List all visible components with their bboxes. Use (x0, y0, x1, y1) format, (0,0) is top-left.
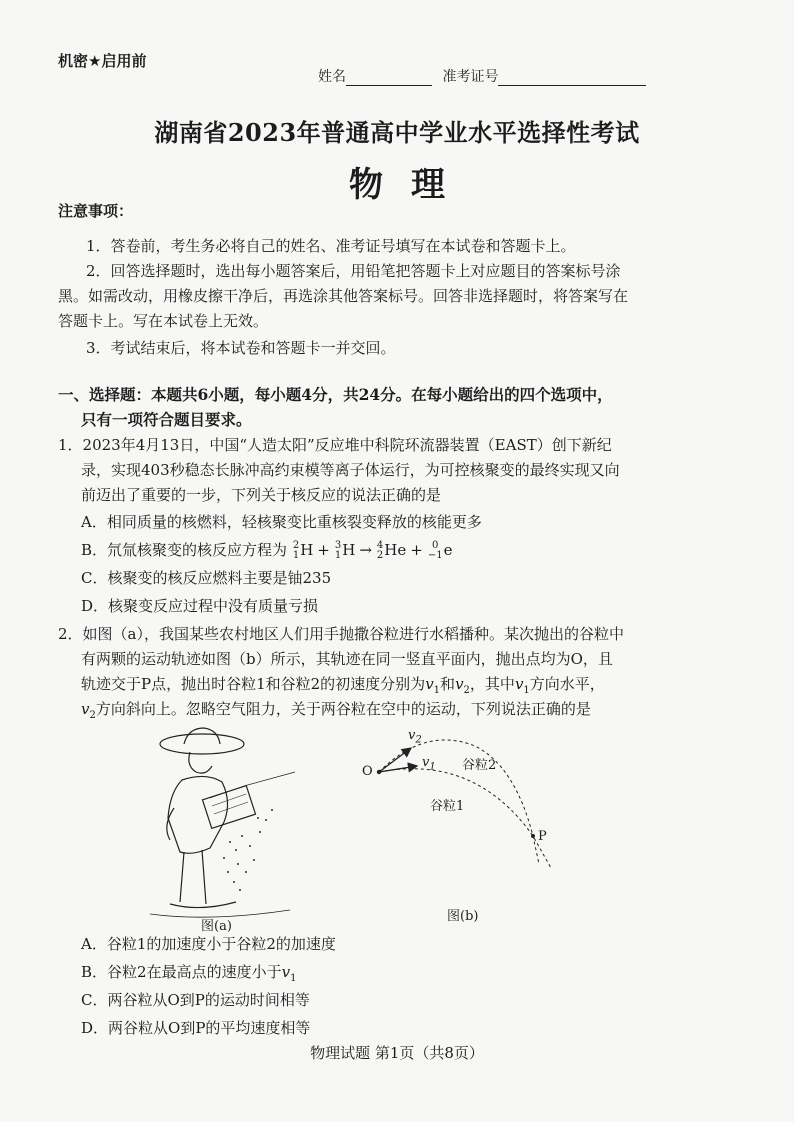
q2-stem-line3-part1: 轨迹交于P点，抛出时谷粒1和谷粒2的初速度分别为 (81, 675, 426, 693)
name-label: 姓名 (318, 69, 346, 85)
q2-option-c: C．两谷粒从O到P的运动时间相等 (81, 991, 310, 1009)
note-item-2-line2: 黑。如需改动，用橡皮擦干净后，再选涂其他答案标号。回答非选择题时，将答案写在 (58, 287, 629, 305)
q2-stem-line1: 2．如图（a），我国某些农村地区人们用手抛撒谷粒进行水稻播种。某次抛出的谷粒中 (58, 625, 624, 643)
label-p: P (538, 829, 547, 844)
q1-stem-line3: 前迈出了重要的一步，下列关于核反应的说法正确的是 (81, 486, 442, 504)
notes-heading: 注意事项： (58, 202, 134, 220)
q2-stem-line3: 轨迹交于P点，抛出时谷粒1和谷粒2的初速度分别为$v_1$和$v_2$，其中$v_1$方向水平， (81, 675, 605, 696)
page-footer: 物理试题 第1页（共8页） (310, 1044, 484, 1062)
q2-option-b: B．谷粒2在最高点的速度小于$v_1$ (81, 963, 297, 984)
note-item-3: 3．考试结束后，将本试卷和答题卡一并交回。 (86, 339, 396, 357)
q2-stem-line4-text: 方向斜向上。忽略空气阻力，关于两谷粒在空中的运动，下列说法正确的是 (95, 700, 591, 718)
q2-option-a: A．谷粒1的加速度小于谷粒2的加速度 (81, 935, 336, 953)
section-heading-line2: 只有一项符合题目要求。 (81, 410, 252, 429)
q1-option-c: C．核聚变的核反应燃料主要是铀235 (81, 569, 332, 587)
point-p-dot (531, 834, 535, 838)
label-v1: $v_1$ (422, 755, 436, 773)
q1-option-b-text: B．氘氚核聚变的核反应方程为 (81, 541, 288, 559)
label-o: O (362, 764, 373, 779)
q2-stem-line2: 有两颗的运动轨迹如图（b）所示，其轨迹在同一竖直平面内，抛出点均为O，且 (81, 650, 613, 668)
fusion-equation: 2 1H + 3 1H → 4 2He + 0 −1e (292, 540, 453, 561)
q1-option-b (81, 538, 452, 563)
label-grain1: 谷粒1 (430, 799, 465, 814)
id-blank (498, 69, 646, 86)
figure-a-farmer-illustration (140, 722, 300, 932)
q2-option-d: D．两谷粒从O到P的平均速度相等 (81, 1019, 311, 1037)
subject-title: 物理 (349, 165, 473, 205)
q1-option-d: D．核聚变反应过程中没有质量亏损 (81, 597, 319, 615)
confidential-label: 机密★启用前 (58, 52, 147, 70)
candidate-info-line (318, 66, 646, 86)
grain1-trajectory (379, 769, 551, 868)
q2-stem-line4: $v_2$方向斜向上。忽略空气阻力，关于两谷粒在空中的运动，下列说法正确的是 (81, 700, 591, 721)
section-heading-line1: 一、选择题：本题共6小题，每小题4分，共24分。在每小题给出的四个选项中， (58, 385, 613, 404)
q2-stem-line3-part3: ，其中 (469, 675, 515, 693)
figure-a-caption: 图(a) (201, 919, 232, 934)
q2-option-b-text: B．谷粒2在最高点的速度小于 (81, 963, 282, 981)
exam-title: 湖南省2023年普通高中学业水平选择性考试 (154, 118, 640, 147)
q2-stem-line3-part4: 方向水平， (529, 675, 605, 693)
name-blank (346, 69, 432, 86)
figure-b-caption: 图(b) (447, 909, 479, 924)
note-item-1: 1．答卷前，考生务必将自己的姓名、准考证号填写在本试卷和答题卡上。 (86, 237, 576, 255)
label-grain2: 谷粒2 (462, 758, 497, 773)
q1-option-a: A．相同质量的核燃料，轻核聚变比重核裂变释放的核能更多 (81, 513, 482, 531)
q2-stem-line3-part2: 和 (440, 675, 456, 693)
note-item-2-line1: 2．回答选择题时，选出每小题答案后，用铅笔把答题卡上对应题目的答案标号涂 (86, 262, 621, 280)
q1-stem-line1: 1．2023年4月13日，中国“人造太阳”反应堆中科院环流器装置（EAST）创下新纪 (58, 436, 612, 454)
note-item-2-line3: 答题卡上。写在本试卷上无效。 (58, 312, 269, 330)
q1-stem-line2: 录，实现403秒稳态长脉冲高约束模等离子体运行，为可控核聚变的最终实现又向 (81, 461, 620, 479)
id-label: 准考证号 (442, 69, 499, 85)
label-v2: $v_2$ (408, 728, 422, 746)
v2-arrow (379, 748, 411, 772)
